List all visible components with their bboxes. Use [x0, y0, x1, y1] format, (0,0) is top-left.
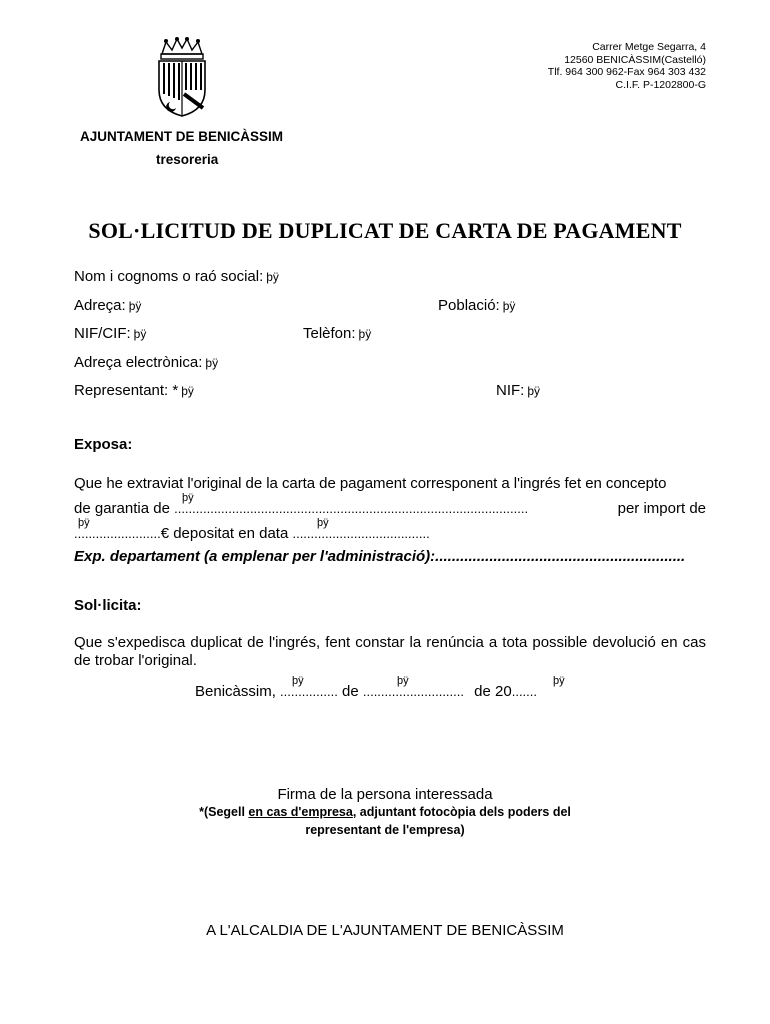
month-dots[interactable]: ............................: [362, 684, 464, 699]
nif-cif-field[interactable]: [74, 325, 146, 342]
name-placeholder: þÿ: [266, 270, 279, 284]
place-label: Benicàssim,: [195, 683, 276, 700]
year-dots[interactable]: .......: [511, 684, 538, 699]
address-line: Carrer Metge Segarra, 4: [592, 41, 706, 53]
guarantee-dots[interactable]: ..................................................................................................: [174, 501, 529, 516]
department-exp-line: Exp. departament (a emplenar per l'administració):............................................................: [74, 548, 686, 565]
phone-field[interactable]: [303, 325, 371, 342]
town-field[interactable]: [438, 297, 515, 314]
representative-label: Representant: *: [74, 382, 179, 399]
day-dots[interactable]: ................: [280, 684, 338, 699]
stamp-note-line-1: [0, 803, 770, 821]
address-placeholder: þÿ: [128, 299, 142, 313]
stamp-note: [0, 803, 770, 839]
representative-field[interactable]: [74, 382, 194, 399]
representative-nif-label: NIF:: [496, 382, 525, 399]
addressee-footer: A L'ALCALDIA DE L'AJUNTAMENT DE BENICÀSSIM: [206, 922, 564, 939]
address-block: [548, 41, 706, 91]
department-name: tresoreria: [156, 152, 219, 167]
phone-placeholder: þÿ: [358, 327, 372, 341]
representative-nif-field[interactable]: [496, 382, 540, 399]
email-label: Adreça electrònica:: [74, 354, 203, 371]
exposa-heading: Exposa:: [74, 436, 133, 453]
de-label-2: de 20: [474, 683, 512, 700]
exposa-line-1: Que he extraviat l'original de la carta de pagament corresponent a l'ingrés fet en concepto: [74, 475, 667, 492]
amount-label: per import de: [617, 500, 706, 517]
sollicita-text: Que s'expedisca duplicat de l'ingrés, fent constar la renúncia a tota possible devolució en cas de trobar l'original.: [74, 634, 706, 669]
signature-label: Firma de la persona interessada: [277, 786, 493, 803]
document-title: SOL·LICITUD DE DUPLICAT DE CARTA DE PAGAMENT: [88, 218, 682, 243]
stamp-note-prefix: *(Segell: [199, 805, 249, 819]
day-placeholder[interactable]: þÿ: [292, 675, 304, 687]
organization-name: AJUNTAMENT DE BENICÀSSIM: [80, 129, 284, 144]
email-field[interactable]: [74, 354, 218, 371]
email-placeholder: þÿ: [205, 356, 219, 370]
date-line: [195, 675, 565, 700]
address-line: 12560 BENICÀSSIM(Castelló): [564, 53, 706, 66]
phone-label: Telèfon:: [303, 325, 356, 342]
stamp-note-underlined: en cas d'empresa: [248, 805, 353, 819]
exposa-line-3: [74, 517, 430, 542]
address-label: Adreça:: [74, 297, 126, 314]
name-label: Nom i cognoms o raó social:: [74, 268, 264, 285]
stamp-note-line-2: representant de l'empresa): [305, 823, 465, 837]
nif-cif-label: NIF/CIF:: [74, 325, 131, 342]
guarantee-label: de garantia de: [74, 500, 170, 517]
address-field[interactable]: [74, 297, 141, 314]
address-line: Tlf. 964 300 962-Fax 964 303 432: [547, 66, 706, 78]
guarantee-placeholder[interactable]: þÿ: [182, 492, 194, 504]
representative-placeholder: þÿ: [181, 384, 194, 398]
date-dots[interactable]: ......................................: [292, 526, 430, 541]
exposa-line-2: [74, 492, 706, 517]
representative-nif-placeholder: þÿ: [527, 384, 541, 398]
name-field[interactable]: [74, 268, 279, 285]
de-label-1: de: [342, 683, 359, 700]
deposit-date-label: € depositat en data: [160, 525, 289, 542]
coat-of-arms-logo: [152, 36, 212, 118]
month-placeholder[interactable]: þÿ: [397, 675, 409, 687]
amount-placeholder[interactable]: þÿ: [78, 517, 90, 529]
amount-dots[interactable]: ........................: [74, 526, 161, 541]
year-placeholder[interactable]: þÿ: [553, 675, 565, 687]
town-label: Població:: [438, 297, 500, 314]
stamp-note-rest: , adjuntant fotocòpia dels poders del: [352, 805, 571, 819]
date-placeholder[interactable]: þÿ: [317, 517, 329, 529]
address-line: C.I.F. P-1202800-G: [615, 78, 706, 91]
sollicita-heading: Sol·licita:: [74, 597, 142, 614]
nif-cif-placeholder: þÿ: [133, 327, 147, 341]
town-placeholder: þÿ: [502, 299, 516, 313]
